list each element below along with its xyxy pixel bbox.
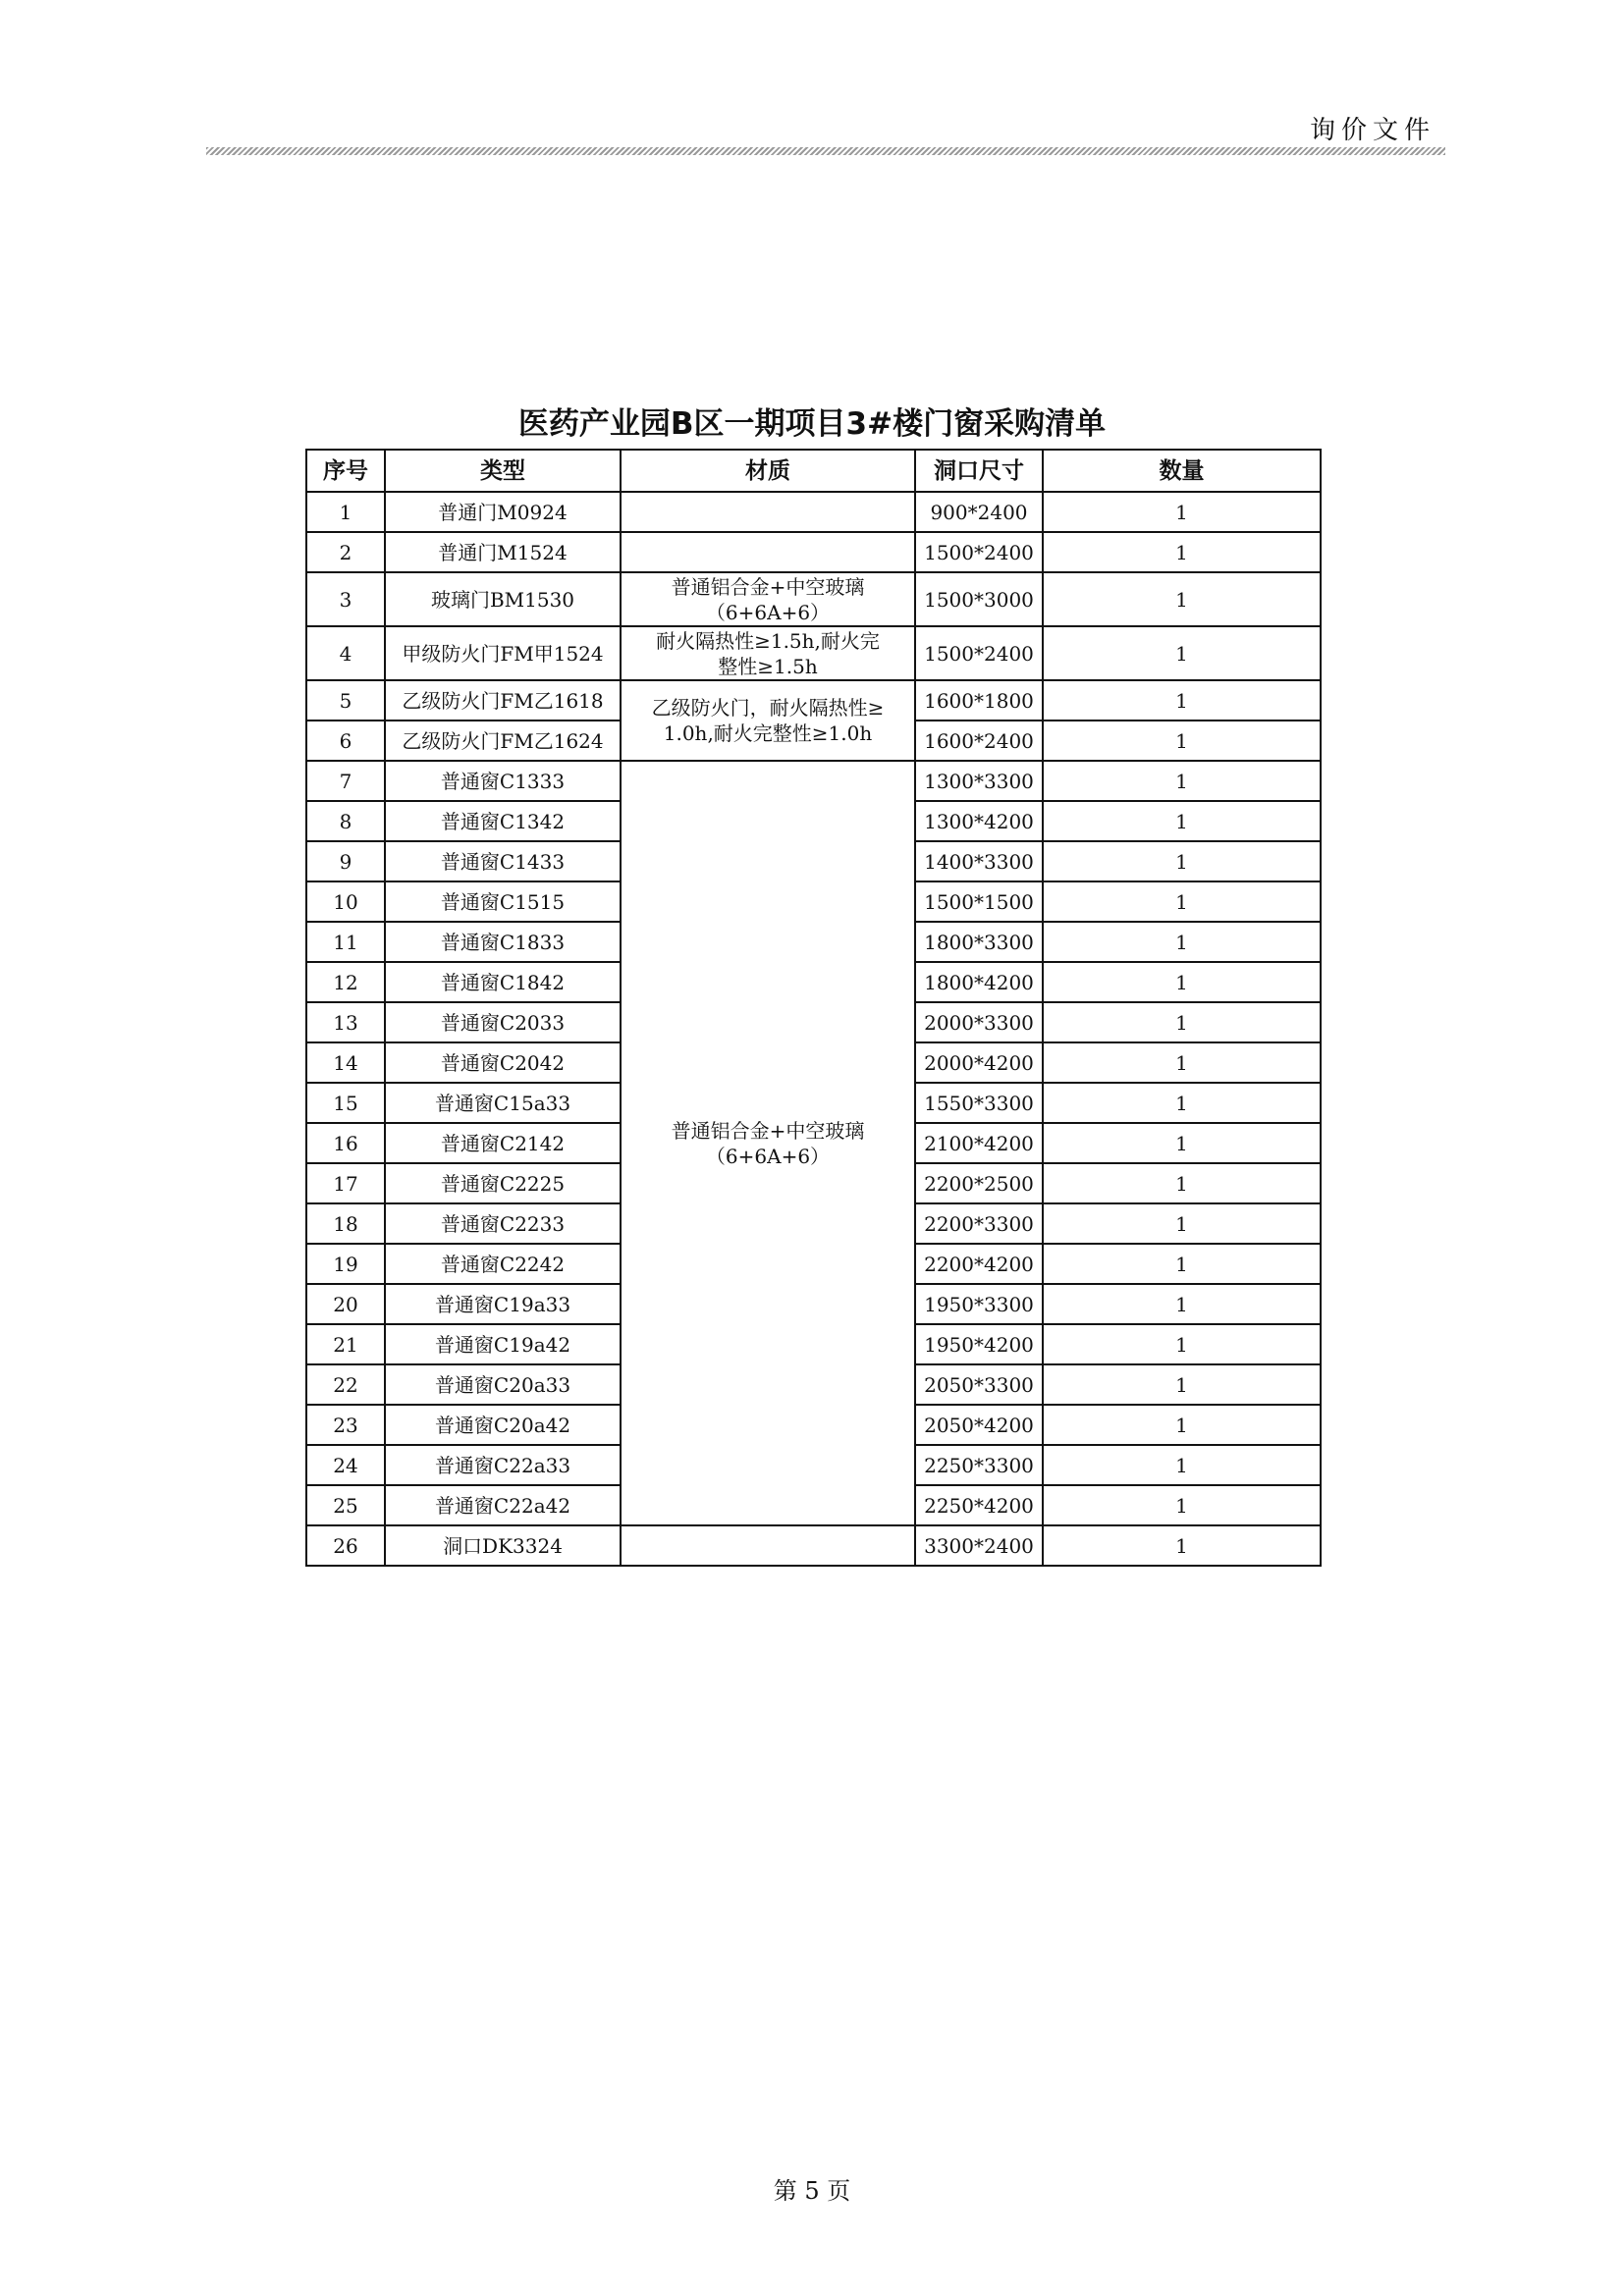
cell-size: 1300*4200 [915, 801, 1043, 841]
header-no: 序号 [306, 450, 385, 492]
material-line: 乙级防火门，耐火隔热性≥ [651, 696, 885, 720]
cell-qty: 1 [1043, 492, 1321, 532]
cell-size: 1500*2400 [915, 532, 1043, 572]
cell-qty: 1 [1043, 1485, 1321, 1525]
cell-size: 2050*4200 [915, 1405, 1043, 1445]
cell-type: 普通门M0924 [385, 492, 621, 532]
table-row [306, 1525, 1321, 1566]
cell-qty: 1 [1043, 1203, 1321, 1244]
cell-type: 乙级防火门FM乙1618 [385, 680, 621, 721]
table-row [306, 761, 1321, 801]
cell-material [621, 572, 915, 626]
cell-no: 3 [306, 572, 385, 626]
cell-type: 普通窗C15a33 [385, 1083, 621, 1123]
cell-no: 19 [306, 1244, 385, 1284]
cell-material [621, 626, 915, 680]
cell-material [621, 680, 915, 761]
cell-no: 5 [306, 680, 385, 721]
document-title: 医药产业园B区一期项目3#楼门窗采购清单 [517, 406, 1107, 442]
cell-size: 1800*4200 [915, 962, 1043, 1002]
cell-qty: 1 [1043, 922, 1321, 962]
cell-no: 26 [306, 1525, 385, 1566]
cell-size: 2050*3300 [915, 1364, 1043, 1405]
cell-type: 普通窗C20a33 [385, 1364, 621, 1405]
cell-size: 1300*3300 [915, 761, 1043, 801]
material-line: 整性≥1.5h [718, 654, 818, 678]
cell-no: 15 [306, 1083, 385, 1123]
cell-qty: 1 [1043, 1284, 1321, 1324]
cell-no: 9 [306, 841, 385, 881]
cell-size: 2200*3300 [915, 1203, 1043, 1244]
cell-size: 1950*3300 [915, 1284, 1043, 1324]
cell-no: 1 [306, 492, 385, 532]
cell-type: 普通窗C1842 [385, 962, 621, 1002]
cell-size: 1550*3300 [915, 1083, 1043, 1123]
material-line: （6+6A+6） [705, 1144, 831, 1168]
cell-no: 16 [306, 1123, 385, 1163]
table-row [306, 572, 1321, 626]
cell-no: 8 [306, 801, 385, 841]
cell-type: 普通窗C2042 [385, 1042, 621, 1083]
cell-no: 7 [306, 761, 385, 801]
cell-qty: 1 [1043, 881, 1321, 922]
cell-size: 1800*3300 [915, 922, 1043, 962]
cell-qty: 1 [1043, 1002, 1321, 1042]
cell-no: 17 [306, 1163, 385, 1203]
cell-qty: 1 [1043, 761, 1321, 801]
cell-size: 2250*3300 [915, 1445, 1043, 1485]
material-line: 普通铝合金+中空玻璃 [671, 1118, 865, 1143]
cell-size: 3300*2400 [915, 1525, 1043, 1566]
cell-type: 普通窗C22a33 [385, 1445, 621, 1485]
cell-qty: 1 [1043, 1445, 1321, 1485]
cell-size: 900*2400 [915, 492, 1043, 532]
cell-no: 4 [306, 626, 385, 680]
cell-no: 12 [306, 962, 385, 1002]
cell-type: 普通窗C20a42 [385, 1405, 621, 1445]
cell-material [621, 761, 915, 1525]
cell-no: 2 [306, 532, 385, 572]
cell-qty: 1 [1043, 1525, 1321, 1566]
cell-type: 乙级防火门FM乙1624 [385, 721, 621, 761]
cell-qty: 1 [1043, 721, 1321, 761]
cell-size: 2250*4200 [915, 1485, 1043, 1525]
cell-no: 14 [306, 1042, 385, 1083]
cell-qty: 1 [1043, 532, 1321, 572]
header-material: 材质 [621, 450, 915, 492]
cell-type: 玻璃门BM1530 [385, 572, 621, 626]
cell-qty: 1 [1043, 680, 1321, 721]
procurement-table [305, 449, 1322, 1567]
cell-qty: 1 [1043, 962, 1321, 1002]
cell-qty: 1 [1043, 572, 1321, 626]
cell-size: 1400*3300 [915, 841, 1043, 881]
cell-no: 21 [306, 1324, 385, 1364]
cell-type: 普通窗C2233 [385, 1203, 621, 1244]
cell-size: 2000*4200 [915, 1042, 1043, 1083]
cell-size: 1500*1500 [915, 881, 1043, 922]
cell-qty: 1 [1043, 1364, 1321, 1405]
material-line: 耐火隔热性≥1.5h,耐火完 [656, 628, 880, 653]
cell-type: 普通窗C19a33 [385, 1284, 621, 1324]
cell-type: 普通窗C22a42 [385, 1485, 621, 1525]
material-line: 普通铝合金+中空玻璃 [671, 574, 865, 599]
cell-no: 22 [306, 1364, 385, 1405]
cell-qty: 1 [1043, 841, 1321, 881]
table-row [306, 492, 1321, 532]
cell-no: 10 [306, 881, 385, 922]
cell-qty: 1 [1043, 1083, 1321, 1123]
header-rule [206, 147, 1445, 155]
cell-type: 普通窗C19a42 [385, 1324, 621, 1364]
header-size: 洞口尺寸 [915, 450, 1043, 492]
cell-qty: 1 [1043, 1405, 1321, 1445]
cell-size: 2200*2500 [915, 1163, 1043, 1203]
cell-no: 25 [306, 1485, 385, 1525]
cell-type: 普通窗C1433 [385, 841, 621, 881]
cell-qty: 1 [1043, 1163, 1321, 1203]
cell-no: 23 [306, 1405, 385, 1445]
cell-qty: 1 [1043, 1042, 1321, 1083]
cell-no: 18 [306, 1203, 385, 1244]
cell-type: 普通窗C2242 [385, 1244, 621, 1284]
cell-no: 13 [306, 1002, 385, 1042]
cell-size: 2100*4200 [915, 1123, 1043, 1163]
cell-type: 普通窗C2142 [385, 1123, 621, 1163]
header-type: 类型 [385, 450, 621, 492]
cell-type: 普通窗C1833 [385, 922, 621, 962]
page-number: 第 5 页 [773, 2177, 851, 2205]
cell-size: 1950*4200 [915, 1324, 1043, 1364]
cell-material [621, 1525, 915, 1566]
material-line: （6+6A+6） [705, 600, 831, 624]
cell-qty: 1 [1043, 1324, 1321, 1364]
cell-type: 普通门M1524 [385, 532, 621, 572]
cell-no: 6 [306, 721, 385, 761]
cell-type: 普通窗C1333 [385, 761, 621, 801]
cell-size: 2200*4200 [915, 1244, 1043, 1284]
cell-type: 洞口DK3324 [385, 1525, 621, 1566]
cell-type: 普通窗C1342 [385, 801, 621, 841]
cell-qty: 1 [1043, 1123, 1321, 1163]
table-row [306, 626, 1321, 680]
header-title: 询价文件 [1309, 116, 1435, 145]
cell-material [621, 532, 915, 572]
cell-size: 1600*1800 [915, 680, 1043, 721]
cell-qty: 1 [1043, 1244, 1321, 1284]
table-row [306, 680, 1321, 721]
material-line: 1.0h,耐火完整性≥1.0h [663, 721, 873, 745]
cell-type: 甲级防火门FM甲1524 [385, 626, 621, 680]
cell-no: 11 [306, 922, 385, 962]
header-qty: 数量 [1043, 450, 1321, 492]
cell-material [621, 492, 915, 532]
cell-no: 24 [306, 1445, 385, 1485]
cell-size: 2000*3300 [915, 1002, 1043, 1042]
cell-type: 普通窗C1515 [385, 881, 621, 922]
cell-qty: 1 [1043, 801, 1321, 841]
cell-type: 普通窗C2225 [385, 1163, 621, 1203]
cell-size: 1600*2400 [915, 721, 1043, 761]
cell-size: 1500*2400 [915, 626, 1043, 680]
cell-type: 普通窗C2033 [385, 1002, 621, 1042]
cell-qty: 1 [1043, 626, 1321, 680]
cell-no: 20 [306, 1284, 385, 1324]
table-row [306, 532, 1321, 572]
table-header-row [306, 450, 1321, 492]
cell-size: 1500*3000 [915, 572, 1043, 626]
